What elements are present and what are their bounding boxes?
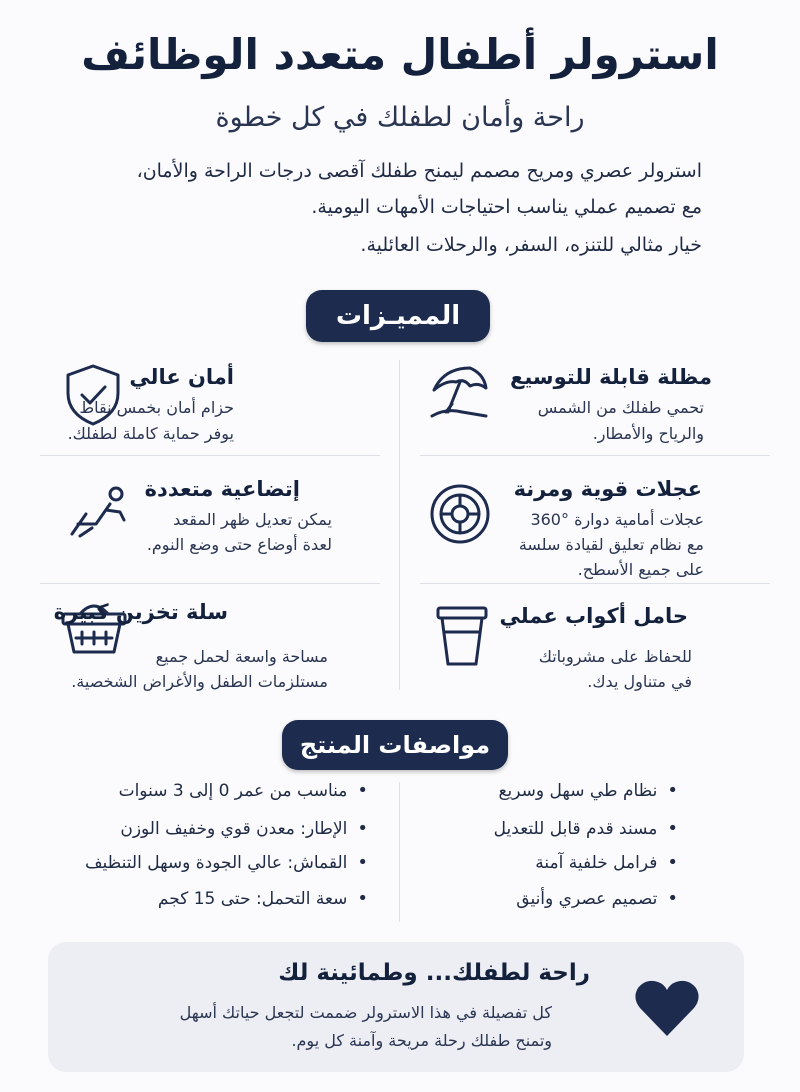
closing-title: راحة لطفلك... وطمائينة لك [278, 960, 590, 986]
feature-basket-desc: مساحة واسعة لحمل جميع [155, 647, 328, 666]
intro-line-2: مع تصميم عملي يناسب احتياجات الأمهات اليومية. [311, 196, 702, 218]
spec-item: • القماش: عالي الجودة وسهل التنظيف [85, 852, 368, 873]
feature-recline-desc: يمكن تعديل ظهر المقعد [173, 510, 332, 529]
divider [40, 583, 380, 584]
spec-item: • تصميم عصري وأنيق [516, 888, 678, 909]
feature-canopy-title: مظلة قابلة للتوسيع [510, 365, 712, 389]
spec-item: • الإطار: معدن قوي وخفيف الوزن [120, 818, 368, 839]
feature-wheels-desc: عجلات أمامية دوارة °360 [530, 510, 704, 529]
closing-text: كل تفصيلة في هذا الاسترولر ضممت لتجعل حياتك أسهل [179, 1003, 552, 1022]
features-vertical-divider [399, 360, 400, 690]
spec-item: • مسند قدم قابل للتعديل [494, 818, 678, 839]
feature-safety-desc: حزام أمان بخمس نقاط [79, 398, 234, 417]
feature-recline-title: إتضاعية متعددة [144, 477, 300, 501]
specs-heading: مواصفات المنتج [282, 720, 508, 770]
feature-wheels-title: عجلات قوية ومرنة [513, 477, 702, 501]
feature-wheels-desc: على جميع الأسطح. [577, 560, 704, 579]
feature-basket-title: سلة تخزين كبيرة [53, 600, 228, 624]
closing-text: وتمنح طفلك رحلة مريحة وآمنة كل يوم. [291, 1031, 552, 1050]
feature-safety-title: أمان عالي [129, 365, 234, 389]
umbrella-icon [426, 360, 492, 426]
feature-basket-desc: مستلزمات الطفل والأغراض الشخصية. [71, 672, 328, 691]
heart-icon [632, 976, 702, 1040]
intro-line-1: استرولر عصري ومريح مصمم ليمنح طفلك آقصى درجات الراحة والأمان، [136, 160, 702, 182]
divider [420, 455, 770, 456]
reclining-seat-icon [66, 484, 130, 544]
feature-cupholder-desc: في متناول يدك. [587, 672, 692, 691]
feature-cupholder-title: حامل أكواب عملي [499, 604, 688, 628]
feature-canopy-desc: والرياح والأمطار. [592, 424, 704, 443]
spec-item: • مناسب من عمر 0 إلى 3 سنوات [119, 780, 368, 801]
page-subtitle: راحة وأمان لطفلك في كل خطوة [215, 102, 585, 133]
feature-recline-desc: لعدة أوضاع حتى وضع النوم. [146, 535, 332, 554]
divider [420, 583, 770, 584]
feature-wheels-desc: مع نظام تعليق لقيادة سلسة [518, 535, 704, 554]
divider [40, 455, 380, 456]
specs-vertical-divider [399, 782, 400, 922]
feature-cupholder-desc: للحفاظ على مشروباتك [538, 647, 692, 666]
intro-line-3: خيار مثالي للتنزه، السفر، والرحلات العائلية. [360, 234, 702, 256]
spec-item: • سعة التحمل: حتى 15 كجم [158, 888, 368, 909]
spec-item: • نظام طي سهل وسريع [499, 780, 679, 801]
wheel-icon [428, 482, 492, 546]
page-title: استرولر أطفال متعدد الوظائف [81, 30, 719, 79]
features-heading: المميـزات [306, 290, 490, 342]
feature-canopy-desc: تحمي طفلك من الشمس [537, 398, 704, 417]
spec-item: • فرامل خلفية آمنة [535, 852, 678, 873]
cup-icon [434, 604, 490, 668]
feature-safety-desc: يوفر حماية كاملة لطفلك. [67, 424, 234, 443]
